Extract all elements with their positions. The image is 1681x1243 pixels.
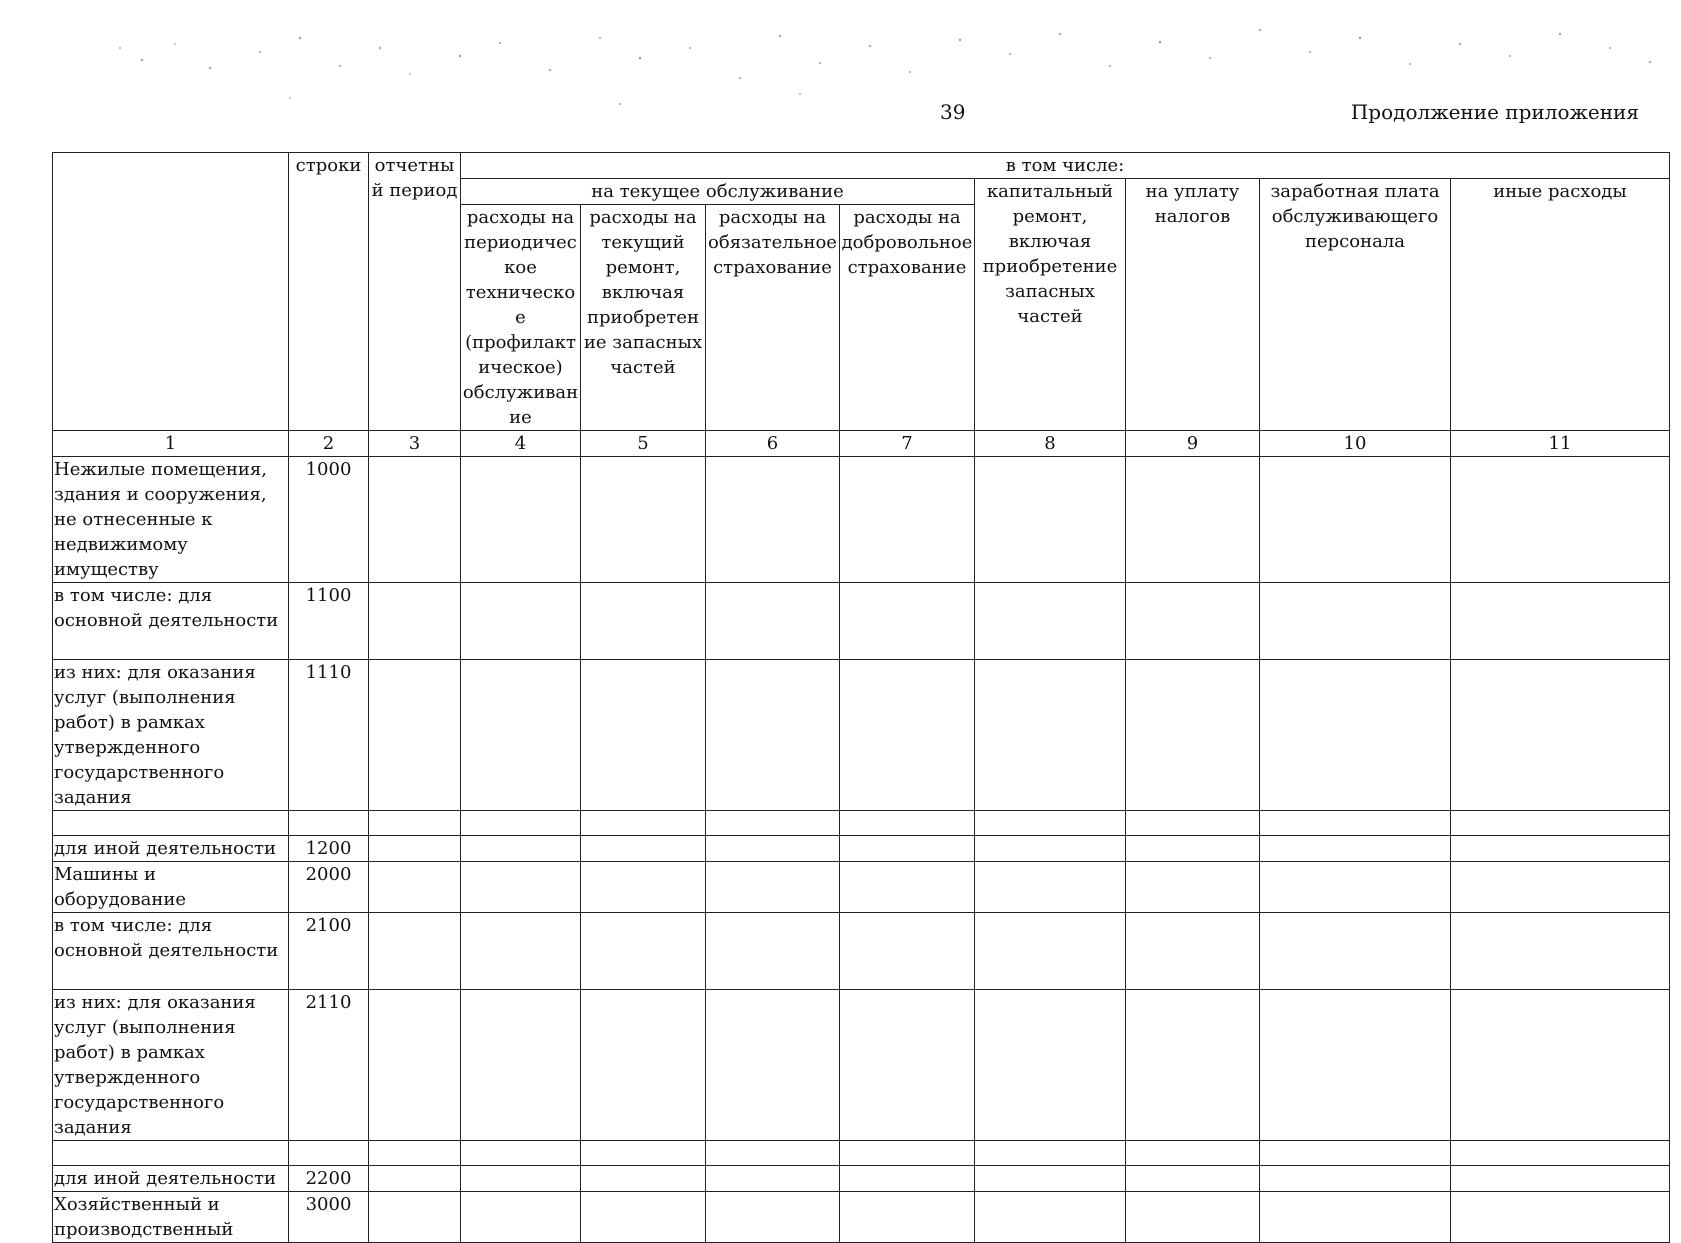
value-cell [1260, 811, 1451, 836]
value-cell [581, 457, 706, 583]
table-row [53, 583, 1670, 660]
value-cell [369, 1141, 461, 1166]
column-number: 8 [975, 431, 1126, 457]
header-periodic-maintenance: расходы на периодическое техническое (профилактическое) обслуживание [461, 205, 581, 431]
value-cell [369, 660, 461, 811]
value-cell [1451, 913, 1670, 990]
value-cell [706, 583, 840, 660]
value-cell [975, 990, 1126, 1141]
value-cell [840, 583, 975, 660]
row-name: для иной деятельности [53, 836, 289, 862]
value-cell [581, 811, 706, 836]
value-cell [1451, 1192, 1670, 1243]
value-cell [975, 913, 1126, 990]
row-code: 2000 [289, 862, 369, 913]
value-cell [1126, 862, 1260, 913]
row-code: 1000 [289, 457, 369, 583]
value-cell [369, 913, 461, 990]
value-cell [461, 583, 581, 660]
value-cell [706, 1166, 840, 1192]
value-cell [1451, 457, 1670, 583]
value-cell [1451, 660, 1670, 811]
value-cell [369, 457, 461, 583]
value-cell [706, 1192, 840, 1243]
value-cell [706, 990, 840, 1141]
row-code: 2100 [289, 913, 369, 990]
row-code [289, 811, 369, 836]
value-cell [1126, 1141, 1260, 1166]
value-cell [1451, 583, 1670, 660]
row-name: в том числе: для основной деятельности [53, 583, 289, 660]
value-cell [975, 1141, 1126, 1166]
value-cell [1126, 913, 1260, 990]
value-cell [369, 862, 461, 913]
column-number: 3 [369, 431, 461, 457]
value-cell [1126, 457, 1260, 583]
row-name [53, 811, 289, 836]
value-cell [581, 913, 706, 990]
page-number: 39 [940, 100, 966, 124]
value-cell [1260, 862, 1451, 913]
value-cell [1126, 811, 1260, 836]
value-cell [461, 1166, 581, 1192]
header-capital-repair: капитальный ремонт, включая приобретение запасных частей [975, 179, 1126, 431]
column-number: 1 [53, 431, 289, 457]
row-code: 2200 [289, 1166, 369, 1192]
value-cell [461, 990, 581, 1141]
value-cell [975, 862, 1126, 913]
table-row [53, 913, 1670, 990]
value-cell [581, 862, 706, 913]
header-taxes: на уплату налогов [1126, 179, 1260, 431]
value-cell [461, 913, 581, 990]
table-row [53, 836, 1670, 862]
value-cell [706, 913, 840, 990]
value-cell [840, 811, 975, 836]
row-name: Машины и оборудование [53, 862, 289, 913]
column-number: 7 [840, 431, 975, 457]
value-cell [706, 811, 840, 836]
row-name: из них: для оказания услуг (выполнения работ) в рамках утвержденного государственного задания [53, 660, 289, 811]
value-cell [461, 660, 581, 811]
column-number: 4 [461, 431, 581, 457]
value-cell [369, 583, 461, 660]
value-cell [975, 660, 1126, 811]
table-row [53, 811, 1670, 836]
row-code: 1200 [289, 836, 369, 862]
value-cell [840, 1192, 975, 1243]
value-cell [581, 990, 706, 1141]
value-cell [1126, 660, 1260, 811]
value-cell [581, 660, 706, 811]
row-name [53, 1141, 289, 1166]
value-cell [840, 457, 975, 583]
value-cell [840, 660, 975, 811]
row-code: 1100 [289, 583, 369, 660]
row-name: Нежилые помещения, здания и сооружения, не отнесенные к недвижимому имуществу [53, 457, 289, 583]
value-cell [1260, 990, 1451, 1141]
header-including: в том числе: [461, 153, 1670, 179]
header-mandatory-insurance: расходы на обязательное страхование [706, 205, 840, 431]
value-cell [706, 660, 840, 811]
value-cell [1126, 1166, 1260, 1192]
value-cell [1260, 913, 1451, 990]
table-row [53, 1192, 1670, 1243]
value-cell [1260, 1166, 1451, 1192]
row-name: в том числе: для основной деятельности [53, 913, 289, 990]
value-cell [1126, 836, 1260, 862]
value-cell [1260, 836, 1451, 862]
column-number: 9 [1126, 431, 1260, 457]
value-cell [1126, 583, 1260, 660]
value-cell [369, 990, 461, 1141]
row-name: для иной деятельности [53, 1166, 289, 1192]
value-cell [840, 1166, 975, 1192]
table-row [53, 1166, 1670, 1192]
value-cell [581, 1192, 706, 1243]
value-cell [1260, 660, 1451, 811]
value-cell [840, 1141, 975, 1166]
value-cell [706, 457, 840, 583]
value-cell [461, 836, 581, 862]
value-cell [706, 1141, 840, 1166]
value-cell [461, 811, 581, 836]
value-cell [975, 583, 1126, 660]
value-cell [1451, 862, 1670, 913]
value-cell [1451, 811, 1670, 836]
row-code [289, 1141, 369, 1166]
value-cell [840, 862, 975, 913]
value-cell [1451, 990, 1670, 1141]
table-row [53, 457, 1670, 583]
header-other: иные расходы [1451, 179, 1670, 431]
value-cell [1260, 1192, 1451, 1243]
report-table [52, 152, 1670, 1243]
value-cell [1126, 990, 1260, 1141]
value-cell [840, 913, 975, 990]
value-cell [1260, 457, 1451, 583]
value-cell [369, 811, 461, 836]
value-cell [461, 457, 581, 583]
column-number: 10 [1260, 431, 1451, 457]
header-row-code: строки [289, 153, 369, 431]
header-name-cell [53, 153, 289, 431]
row-name: из них: для оказания услуг (выполнения работ) в рамках утвержденного государственного задания [53, 990, 289, 1141]
header-current-repair: расходы на текущий ремонт, включая приобретение запасных частей [581, 205, 706, 431]
table-row [53, 862, 1670, 913]
table-row [53, 660, 1670, 811]
value-cell [581, 583, 706, 660]
value-cell [1451, 1166, 1670, 1192]
value-cell [975, 811, 1126, 836]
value-cell [975, 836, 1126, 862]
row-name: Хозяйственный и производственный [53, 1192, 289, 1243]
continuation-caption: Продолжение приложения [1350, 100, 1639, 124]
value-cell [1126, 1192, 1260, 1243]
value-cell [581, 836, 706, 862]
table-row [53, 990, 1670, 1141]
value-cell [461, 862, 581, 913]
header-period: отчетный период [369, 153, 461, 431]
value-cell [1451, 1141, 1670, 1166]
value-cell [461, 1141, 581, 1166]
value-cell [369, 836, 461, 862]
value-cell [581, 1141, 706, 1166]
table-row [53, 1141, 1670, 1166]
value-cell [840, 836, 975, 862]
row-code: 1110 [289, 660, 369, 811]
value-cell [581, 1166, 706, 1192]
column-number: 5 [581, 431, 706, 457]
value-cell [706, 836, 840, 862]
value-cell [975, 457, 1126, 583]
row-code: 2110 [289, 990, 369, 1141]
value-cell [840, 990, 975, 1141]
value-cell [369, 1166, 461, 1192]
header-current-maintenance: на текущее обслуживание [461, 179, 975, 205]
column-number: 6 [706, 431, 840, 457]
header-voluntary-insurance: расходы на добровольное страхование [840, 205, 975, 431]
value-cell [975, 1192, 1126, 1243]
value-cell [1260, 1141, 1451, 1166]
column-number: 2 [289, 431, 369, 457]
column-number: 11 [1451, 431, 1670, 457]
value-cell [369, 1192, 461, 1243]
value-cell [1451, 836, 1670, 862]
column-number-row [53, 431, 1670, 457]
value-cell [461, 1192, 581, 1243]
row-code: 3000 [289, 1192, 369, 1243]
value-cell [706, 862, 840, 913]
header-salary: заработная плата обслуживающего персонала [1260, 179, 1451, 431]
value-cell [1260, 583, 1451, 660]
value-cell [975, 1166, 1126, 1192]
header-row-1 [53, 153, 1670, 179]
